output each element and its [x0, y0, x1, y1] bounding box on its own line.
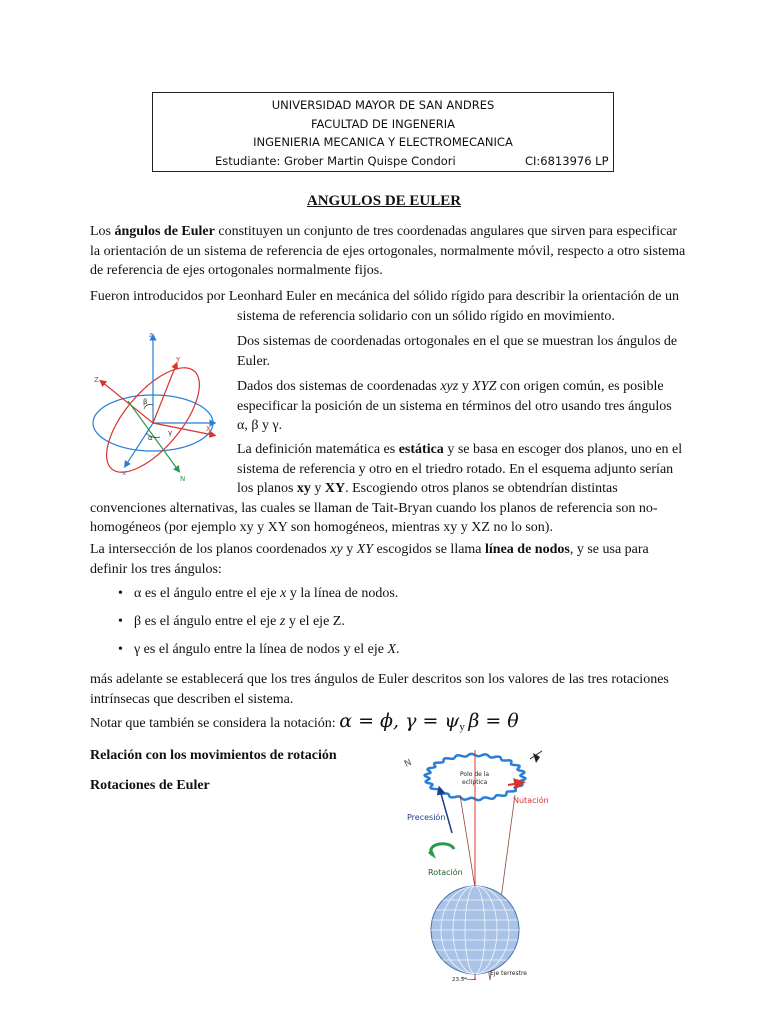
label-pole-2: eclíptica: [462, 779, 488, 786]
notation-equation-1: α = ϕ, γ = ψ: [339, 710, 460, 732]
coordinate-systems-paragraph: Dados dos sistemas de coordenadas xyz y XYZ con origen común, es posible especificar la posición de un sistema en términos del otro usando tres ángulos α, β y γ.: [237, 379, 672, 433]
page-title: ANGULOS DE EULER: [306, 193, 462, 209]
label-precession: Precesión: [407, 813, 446, 822]
label-gamma: γ: [168, 429, 173, 437]
label-beta: β: [143, 398, 148, 406]
label-tilt-angle: 23.5°: [452, 977, 467, 983]
student-ci: CI:6813976 LP: [525, 153, 609, 168]
university-name: UNIVERSIDAD MAYOR DE SAN ANDRES: [271, 98, 495, 112]
definition-paragraph: La definición matemática es estática y se basa en escoger dos planos, uno en el sistema de referencia y otro en el triedro rotado. En el esquema adjunto serían los planos xy y XY. Escogiendo otros planos se obtendrían distintas convenciones alternativas, las cuales se llaman de Tait-Bryan cuando los planos de referencia son no- homogéneos (por ejemplo xy y XY son homogéneos, mientras xy y XZ no lo son).: [90, 442, 683, 535]
list-item: • β es el ángulo entre el eje z y el eje Z.: [90, 614, 400, 642]
rotation-arrow: [431, 844, 454, 855]
list-item: • γ es el ángulo entre la línea de nodos y el eje X.: [90, 642, 400, 670]
north-marker-icon: [530, 751, 542, 763]
label-rotation: Rotación: [428, 868, 463, 877]
label-z: z: [149, 331, 153, 339]
label-N: N: [180, 475, 186, 483]
figure-caption-paragraph: Dos sistemas de coordenadas ortogonales en el que se muestran los ángulos de Euler.: [237, 334, 678, 369]
student-name: Estudiante: Grober Martin Quispe Condori: [215, 153, 456, 168]
earth-rotation-diagram: [380, 745, 580, 985]
intro-paragraph: Los ángulos de Euler constituyen un conjunto de tres coordenadas angulares que sirven para especificar la orientación de un sistema de referencia de ejes ortogonales, normalmente móvil, respecto a otro sistema de referencia de ejes ortogonales normalmente fijos.: [90, 224, 686, 278]
notation-line: Notar que también se considera la notación: α = ϕ, $\gamma = \psi_y$ β = θ: [90, 710, 519, 733]
euler-angles-diagram: [88, 325, 228, 485]
label-nutation: Nutación: [513, 796, 549, 805]
label-Y: Y: [176, 356, 181, 364]
list-item: • α es el ángulo entre el eje x y la línea de nodos.: [90, 586, 400, 614]
label-N: N: [403, 757, 414, 770]
student-row: [153, 152, 613, 170]
label-pole: Polo de la: [460, 771, 490, 778]
label-x: x: [122, 469, 127, 477]
nutation-arrow: [508, 783, 520, 785]
node-line-paragraph: La intersección de los planos coordenados xy y XY escogidos se llama línea de nodos, y se usa para definir los tres ángulos:: [90, 542, 649, 577]
notation-equation-2: β = θ: [468, 710, 519, 732]
history-paragraph: Fueron introducidos por Leonhard Euler en mecánica del sólido rígido para describir la orientación de un sistema de referencia solidario con un sólido rígido en movimiento.: [90, 289, 679, 324]
label-Z: Z: [94, 376, 99, 384]
section-heading-euler-rotations: Rotaciones de Euler: [90, 778, 210, 793]
term-euler-angles: ángulos de Euler: [114, 224, 215, 239]
header-box: [152, 92, 614, 172]
angle-definitions-list: [90, 586, 400, 670]
label-alpha: α: [148, 434, 153, 442]
intrinsic-rotations-paragraph: más adelante se establecerá que los tres ángulos de Euler descritos son los valores de las tres rotaciones intrínsecas que describen el sistema.: [90, 672, 669, 707]
label-earth-axis: Eje terrestre: [490, 970, 527, 977]
career-name: INGENIERIA MECANICA Y ELECTROMECANICA: [253, 135, 513, 149]
faculty-name: FACULTAD DE INGENERIA: [310, 116, 456, 131]
X-axis: [153, 423, 213, 435]
section-heading-rotation: Relación con los movimientos de rotación: [90, 748, 337, 763]
label-X: X: [206, 425, 211, 433]
rotation-arrow-head: [428, 849, 436, 859]
